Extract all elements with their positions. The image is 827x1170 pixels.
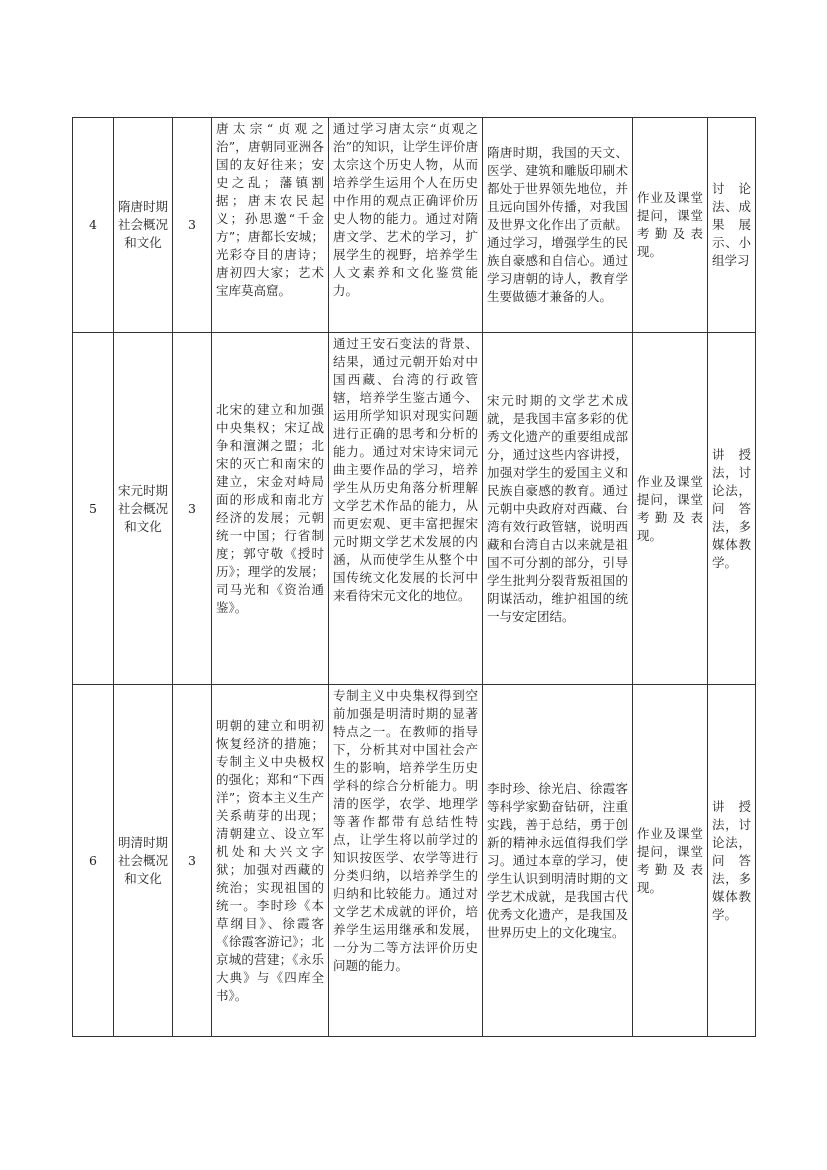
teaching-content-text: 北宋的建立和加强中央集权；宋辽战争和澶渊之盟；北宋的灭亡和南宋的建立，宋金对峙局面的形成和南北方经济的发展；元朝统一中国；行省制度；郭守敬《授时历》；理学的发展；司马光和《资治通鉴》。 <box>216 401 324 615</box>
chapter-title: 隋唐时期社会概况和文化 <box>114 118 173 333</box>
teaching-method: 讲授法，讨论法，问答法，多媒体教学。 <box>708 685 756 1037</box>
syllabus-table <box>72 117 756 1037</box>
table-row <box>73 685 756 1037</box>
class-hours: 3 <box>173 118 212 333</box>
chapter-title: 明清时期社会概况和文化 <box>114 685 173 1037</box>
assessment-method: 作业及课堂提问，课堂考勤及表现。 <box>633 685 708 1037</box>
chapter-number: 5 <box>73 333 114 685</box>
teaching-content <box>212 685 329 1037</box>
assessment-method: 作业及课堂提问，课堂考勤及表现。 <box>633 333 708 685</box>
table-row <box>73 118 756 333</box>
teaching-goal-text: 通过学习唐太宗“贞观之治”的知识，让学生评价唐太宗这个历史人物，从而培养学生运用个人在历史中作用的观点正确评价历史人物的能力。通过对隋唐文学、艺术的学习，扩展学生的视野，培养学生人文素养和文化鉴赏能力。 <box>333 121 478 298</box>
teaching-content <box>212 333 329 685</box>
teaching-content <box>212 118 329 333</box>
teaching-goal <box>329 685 483 1037</box>
table-row <box>73 333 756 685</box>
class-hours: 3 <box>173 333 212 685</box>
ideological-education-text: 隋唐时期，我国的天文、医学、建筑和雕版印刷术都处于世界领先地位，并且远向国外传播，对我国及世界文化作出了贡献。通过学习，增强学生的民族自豪感和自信心。通过学习唐朝的诗人，教育学生要做德才兼备的人。 <box>487 145 628 304</box>
teaching-method: 讲授法，讨论法，问答法，多媒体教学。 <box>708 333 756 685</box>
teaching-goal <box>329 333 483 685</box>
assessment-method: 作业及课堂提问，课堂考勤及表现。 <box>633 118 708 333</box>
ideological-education-text: 宋元时期的文学艺术成就，是我国丰富多彩的优秀文化遗产的重要组成部分，通过这些内容讲授，加强对学生的爱国主义和民族自豪感的教育。通过元朝中央政府对西藏、台湾有效行政管辖，说明西藏和台湾自古以来就是祖国不可分割的部分，引导学生批判分裂背叛祖国的阴谋活动，维护祖国的统一与安定团结。 <box>487 392 628 624</box>
chapter-number: 6 <box>73 685 114 1037</box>
class-hours: 3 <box>173 685 212 1037</box>
teaching-content-text: 唐太宗“贞观之治”，唐朝同亚洲各国的友好往来；安史之乱；藩镇割据；唐末农民起义；孙思邈“千金方”；唐都长安城；光彩夺目的唐诗；唐初四大家；艺术宝库莫高窟。 <box>216 121 324 298</box>
chapter-number: 4 <box>73 118 114 333</box>
teaching-goal-text: 通过王安石变法的背景、结果，通过元朝开始对中国西藏、台湾的行政管辖，培养学生鉴古通今、运用所学知识对现实问题进行正确的思考和分析的能力。通过对宋诗宋词元曲主要作品的学习，培养学生从历史角落分析理解文学艺术作品的能力，从而更宏观、更丰富把握宋元时期文学艺术发展的内涵，从而使学生从整个中国传统文化发展的长河中来看待宋元文化的地位。 <box>333 336 478 603</box>
ideological-education <box>483 118 633 333</box>
teaching-goal <box>329 118 483 333</box>
ideological-education <box>483 333 633 685</box>
chapter-title: 宋元时期社会概况和文化 <box>114 333 173 685</box>
ideological-education <box>483 685 633 1037</box>
ideological-education-text: 李时珍、徐光启、徐霞客等科学家勤奋钻研，注重实践，善于总结，勇于创新的精神永远值得我们学习。通过本章的学习，使学生认识到明清时期的文学艺术成就，是我国古代优秀文化遗产，是我国及世界历史上的文化瑰宝。 <box>487 780 628 940</box>
teaching-goal-text: 专制主义中央集权得到空前加强是明清时期的显著特点之一。在教师的指导下，分析其对中国社会产生的影响，培养学生历史学科的综合分析能力。明清的医学，农学、地理学等著作都带有总结性特点，让学生将以前学过的知识按医学、农学等进行分类归纳，以培养学生的归纳和比较能力。通过对文学艺术成就的评价，培养学生运用继承和发展，一分为二等方法评价历史问题的能力。 <box>333 688 478 973</box>
teaching-content-text: 明朝的建立和明初恢复经济的措施；专制主义中央极权的强化；郑和“下西洋”；资本主义生产关系萌芽的出现；清朝建立、设立军机处和大兴文字狱；加强对西藏的统治；实现祖国的统一。李时珍《本草纲目》、徐霞客《徐霞客游记》；北京城的营建；《永乐大典》与《四库全书》。 <box>216 717 324 1003</box>
teaching-method: 讨论法、成果展示、小组学习 <box>708 118 756 333</box>
